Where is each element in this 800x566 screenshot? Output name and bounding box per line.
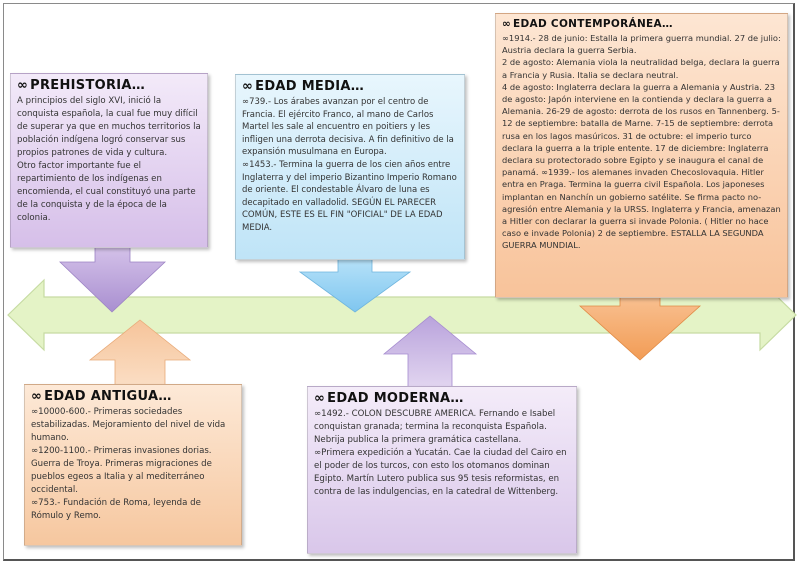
edad-moderna-title bbox=[314, 390, 570, 407]
prehistoria-text-2: Otro factor importante fue el repartimiento de los indígenas en encomienda, el cual constituyó una parte de la conquista y de la época de la colonia. bbox=[17, 161, 196, 223]
edad-antigua-title-text: EDAD ANTIGUA… bbox=[44, 389, 172, 404]
edad-antigua-text-3: ∞753.- Fundación de Roma, leyenda de Rómulo y Remo. bbox=[31, 498, 201, 521]
edad-antigua-text: ∞10000-600.- Primeras sociedades estabilizadas. Mejoramiento del nivel de vida humano. bbox=[31, 407, 226, 443]
edad-moderna-text-2: ∞Primera expedición a Yucatán. Cae la ciudad del Cairo en el poder de los turcos, con esto los otomanos dominan Egipto. Martín Lutero publica sus 95 tesis reformistas, en contra de las indulgencias, en la catedral de Wittenberg. bbox=[314, 448, 567, 497]
edad-antigua-title bbox=[31, 388, 235, 405]
contemporanea-text-3: 4 de agosto: Inglaterra declara la guerra a Alemania y Austria. 23 de agosto: Japón interviene en la contienda y declara la guerra a Alemania. 26-29 de agosto: derrota de los rusos en Tannenberg. 5-12 de septiembre: batalla de Marne. 7-15 de septiembre: derrota rusa en los lagos masúricos. 31 de octubre: el imperio turco declara la guerra a la triple entente. 17 de diciembre: Inglaterra declara su protectorado sobre Egipto y se inaugura el canal de panamá. ∞1939.- los alemanes invaden Checoslovaquia. Hitler entra en Praga. Termina la guerra civil Española. Los japoneses implantan en Nanchín un gobierno satélite. Se firma pacto no-agresión entre Alemania y la URSS. Inglaterra y Francia, amenazan a Hitler con declarar la guerra si invade Polonia. ( Hitler no hace caso e invade Polonia) 2 de septiembre. ESTALLA LA SEGUNDA GUERRA MUNDIAL. bbox=[502, 81, 781, 251]
edad-media-text: ∞739.- Los árabes avanzan por el centro de Francia. El ejército Franco, al mano de Carlos Martel les sale al encuentro en poitiers y les infligen una derrota decisiva. A fin definitivo de la expansión musulmana en Europa. bbox=[242, 97, 454, 158]
edad-media-title-text: EDAD MEDIA… bbox=[255, 79, 364, 94]
contemporanea-text-2: 2 de agosto: Alemania viola la neutralidad belga, declara la guerra a Francia y Rusia. Italia se declara neutral. bbox=[502, 57, 780, 80]
edad-moderna-text: ∞1492.- COLON DESCUBRE AMERICA. Fernando e Isabel conquistan granada; termina la reconquista Española. Nebrija publica la primera gramática castellana. bbox=[314, 409, 556, 445]
contemporanea-text: ∞1914.- 28 de junio: Estalla la primera guerra mundial. 27 de julio: Austria declara la guerra Serbia. bbox=[502, 33, 781, 56]
edad-media-title bbox=[242, 78, 458, 95]
edad-moderna-title-text: EDAD MODERNA… bbox=[327, 391, 464, 406]
contemporanea-callout bbox=[495, 13, 788, 298]
edad-antigua-text-2: ∞1200-1100.- Primeras invasiones dorias. Guerra de Troya. Primeras migraciones de pueblos egeos a Italia y al mediterráneo occidental. bbox=[31, 446, 212, 495]
infinity-icon: ∞ bbox=[314, 391, 326, 406]
prehistoria-title-text: PREHISTORIA… bbox=[30, 78, 146, 93]
edad-media-text-2: ∞1453.- Termina la guerra de los cien años entre Inglaterra y del imperio Bizantino Imperio Romano de oriente. El condestable Álvaro de luna es decapitado en valladolid. SEGÚN EL PARECER COMÚN, ESTE ES EL FIN "OFICIAL" DE LA EDAD MEDIA. bbox=[242, 159, 457, 233]
prehistoria-callout bbox=[10, 73, 208, 248]
infinity-icon: ∞ bbox=[502, 18, 512, 30]
infinity-icon: ∞ bbox=[242, 79, 254, 94]
infinity-icon: ∞ bbox=[17, 78, 29, 93]
contemporanea-title bbox=[502, 17, 781, 31]
contemporanea-title-text: EDAD CONTEMPORÁNEA… bbox=[513, 18, 673, 30]
prehistoria-text: A principios del siglo XVI, inició la conquista española, la cual fue muy difícil de superar ya que en muchos territorios la población indígena logró conservar sus propios patrones de vida y cultura. bbox=[17, 96, 201, 158]
prehistoria-title bbox=[17, 77, 201, 94]
edad-antigua-callout bbox=[24, 384, 242, 546]
edad-moderna-callout bbox=[307, 386, 577, 554]
edad-media-callout bbox=[235, 74, 465, 260]
infinity-icon: ∞ bbox=[31, 389, 43, 404]
